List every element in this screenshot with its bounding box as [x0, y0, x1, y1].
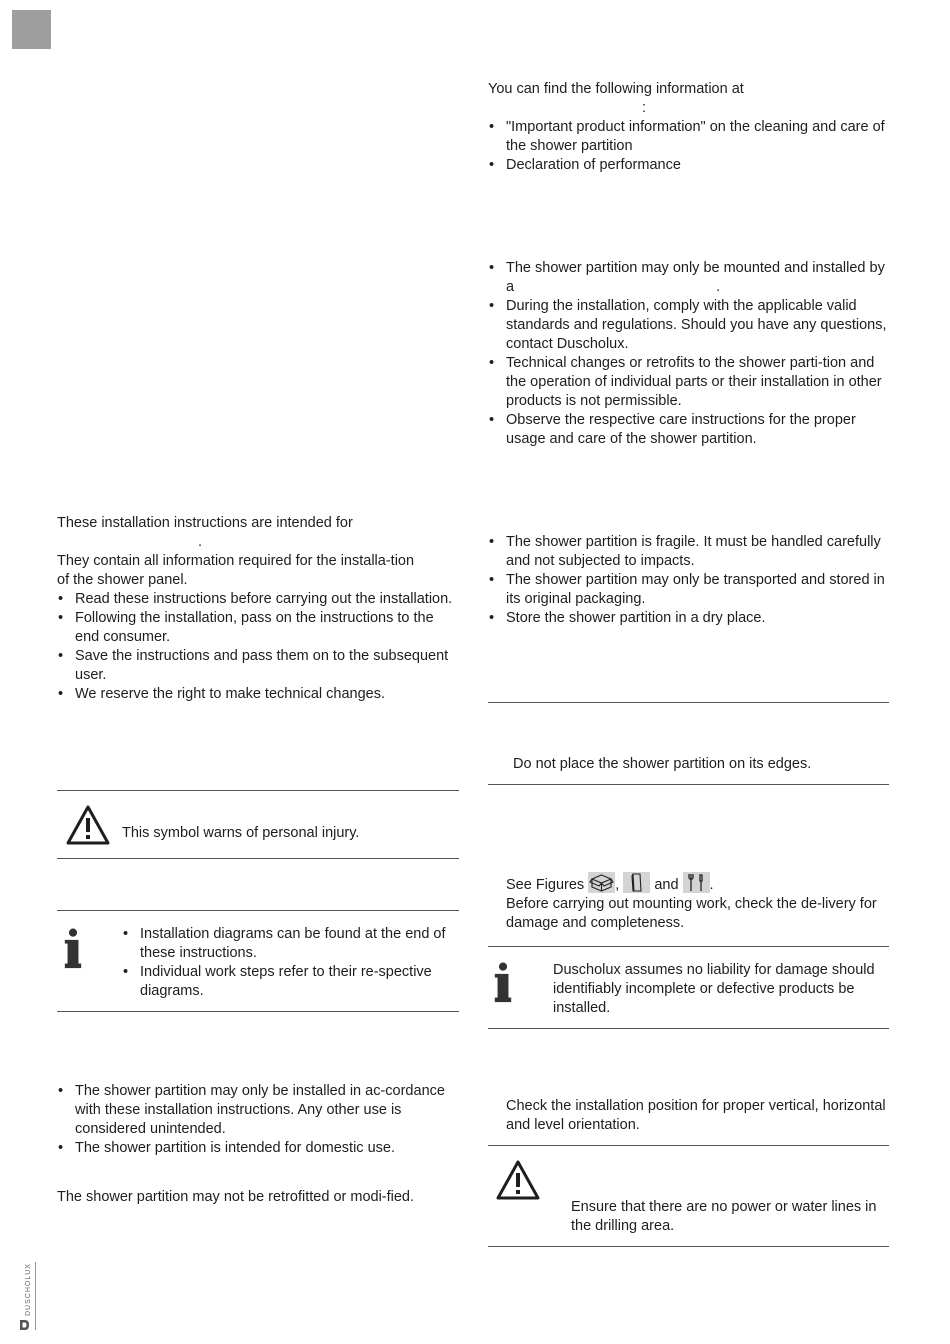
list-item: • Observe the respective care instructions for the proper usage and care of the shower partition.	[488, 411, 889, 449]
list-item: • During the installation, comply with the applicable valid standards and regulations. Should you have any questions, contact Duscholux.	[488, 297, 889, 354]
drilling-warning-box	[488, 1145, 889, 1247]
liability-note-text: Duscholux assumes no liability for damage should identifiably incomplete or defective products be installed.	[553, 962, 875, 1016]
list-item: • The shower partition may only be installed in ac-cordance with these installation instructions. Any other use is considered unintended.	[57, 1082, 459, 1139]
position-check-section	[506, 1097, 889, 1135]
liability-info-box	[488, 946, 889, 1029]
list-item: • Installation diagrams can be found at the end of these instructions.	[122, 925, 458, 963]
safety-bullet-list	[488, 259, 889, 449]
diagrams-info-box	[57, 910, 459, 1012]
transport-section	[488, 533, 889, 628]
drilling-warning-text: Ensure that there are no power or water lines in the drilling area.	[571, 1199, 877, 1234]
list-item: • "Important product information" on the cleaning and care of the shower partition	[488, 118, 889, 156]
panel-icon	[623, 872, 650, 893]
delivery-check-text: Before carrying out mounting work, check the de-livery for damage and completeness.	[506, 896, 877, 931]
diagrams-bullet-list	[122, 925, 458, 1001]
info-bullet-list	[488, 118, 889, 175]
info-line-1: You can find the following information at	[488, 81, 744, 97]
modification-section	[57, 1188, 459, 1207]
transport-bullet-list	[488, 533, 889, 628]
list-item: • The shower partition is fragile. It must be handled carefully and not subjected to impacts.	[488, 533, 889, 571]
intro-line-4: of the shower panel.	[57, 572, 188, 588]
intro-line-3: They contain all information required for the installa-tion	[57, 553, 415, 569]
figures-reference: See Figures , and .	[506, 872, 889, 895]
position-check-text: Check the installation position for proper vertical, horizontal and level orientation.	[506, 1098, 886, 1133]
duscholux-logo-icon	[18, 1319, 30, 1331]
safety-section	[488, 259, 889, 449]
intro-bullet-list	[57, 590, 459, 704]
list-item: • Save the instructions and pass them on to the subsequent user.	[57, 647, 459, 685]
page-marker	[12, 10, 51, 49]
warning-triangle-icon	[65, 804, 111, 846]
list-item: • The shower partition is intended for domestic use.	[57, 1139, 459, 1158]
info-icon	[63, 926, 83, 972]
edge-note-box	[488, 702, 889, 785]
list-item: • Individual work steps refer to their re-spective diagrams.	[122, 963, 458, 1001]
use-bullet-list	[57, 1082, 459, 1158]
list-item: • Following the installation, pass on the instructions to the end consumer.	[57, 609, 459, 647]
delivery-section	[506, 872, 889, 933]
further-information-section	[488, 80, 889, 175]
list-item: • The shower partition may only be mounted and installed by a .	[488, 259, 889, 297]
info-line-2: :	[642, 100, 647, 116]
list-item: • Store the shower partition in a dry place.	[488, 609, 889, 628]
intro-line-2: .	[198, 534, 203, 550]
warning-triangle-icon	[495, 1159, 541, 1201]
list-item: • The shower partition may only be transported and stored in its original packaging.	[488, 571, 889, 609]
brand-text: DUSCHOLUX	[25, 1263, 32, 1316]
list-item: • We reserve the right to make technical changes.	[57, 685, 459, 704]
list-item: • Technical changes or retrofits to the shower parti-tion and the operation of individual parts or their installation in other products is not permissible.	[488, 354, 889, 411]
intro-line-1: These installation instructions are intended for	[57, 515, 353, 531]
list-item: • Declaration of performance	[488, 156, 889, 175]
list-item: • Read these instructions before carrying out the installation.	[57, 590, 459, 609]
edge-note-text: Do not place the shower partition on its edges.	[513, 756, 812, 772]
modification-text: The shower partition may not be retrofitted or modi-fied.	[57, 1189, 415, 1205]
tools-icon	[683, 872, 710, 893]
intended-for-section	[57, 514, 459, 704]
symbol-note-text: This symbol warns of personal injury.	[122, 825, 360, 841]
package-icon	[588, 872, 615, 893]
symbol-explanation-box	[57, 790, 459, 859]
intended-use-section	[57, 1082, 459, 1158]
info-icon	[493, 961, 513, 1005]
